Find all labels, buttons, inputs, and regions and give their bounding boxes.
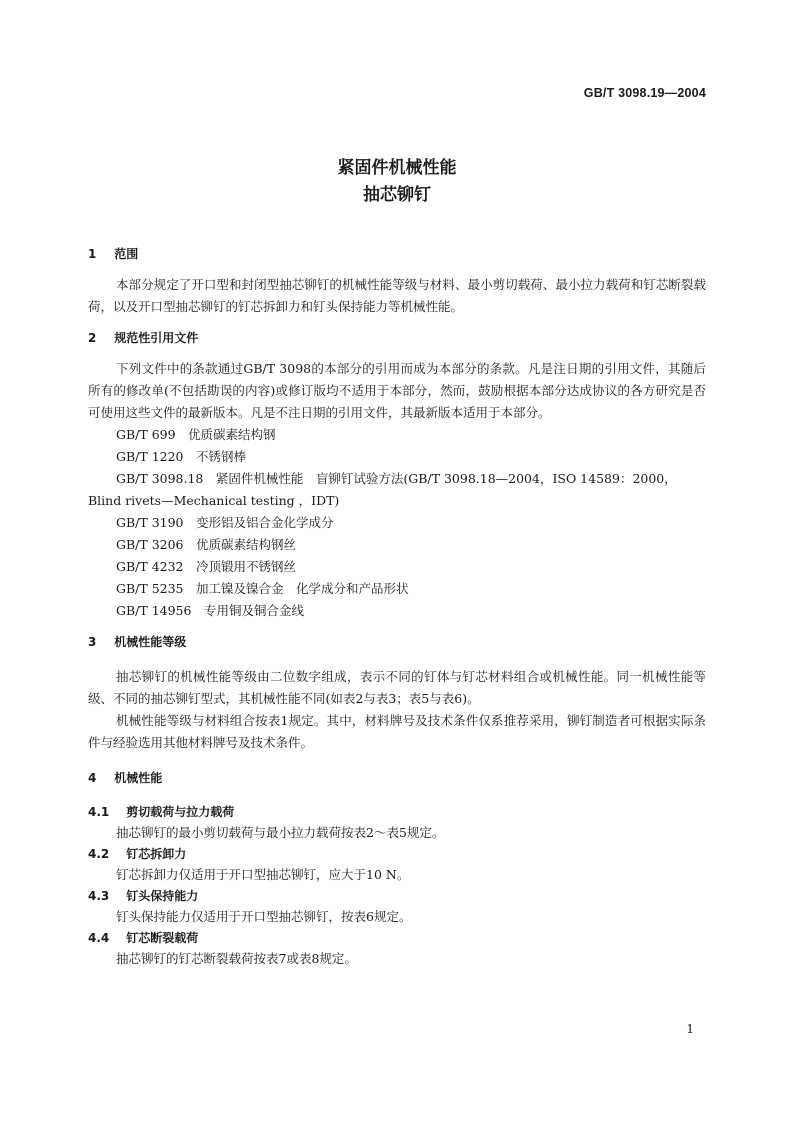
reference-item: GB/T 3206 优质碳素结构钢丝 <box>116 537 297 552</box>
paragraph: 钉芯拆卸力仅适用于开口型抽芯铆钉，应大于10 N。 <box>116 867 410 882</box>
section-title: 机械性能 <box>114 771 163 785</box>
paragraph: 抽芯铆钉的钉芯断裂载荷按表7或表8规定。 <box>116 951 357 966</box>
section-title: 机械性能等级 <box>114 635 187 649</box>
paragraph: 机械性能等级与材料组合按表1规定。其中，材料牌号及技术条件仅系推荐采用，铆钉制造者可根据实际条件与经验选用其他材料牌号及技术条件。 <box>88 713 706 750</box>
section-3-heading <box>88 632 706 652</box>
subsection-number: 4.2 <box>88 847 110 861</box>
standard-code: GB/T 3098.19—2004 <box>583 86 706 100</box>
paragraph: 下列文件中的条款通过GB/T 3098的本部分的引用而成为本部分的条款。凡是注日期的引用文件，其随后所有的修改单(不包括勘误的内容)或修订版均不适用于本部分，然而，鼓励根据本部分达成协议的各方研究是否可使用这些文件的最新版本。凡是不注日期的引用文件，其最新版本适用于本部分。 <box>88 361 706 420</box>
section-number: 2 <box>88 331 97 345</box>
document-title: 紧固件机械性能 <box>337 158 457 178</box>
reference-item: GB/T 4232 冷顶锻用不锈钢丝 <box>116 559 297 574</box>
subsection-4-3-heading <box>88 886 706 906</box>
reference-item: GB/T 14956 专用铜及铜合金线 <box>116 603 304 618</box>
subsection-title: 钉芯拆卸力 <box>126 847 187 861</box>
reference-item: GB/T 1220 不锈钢棒 <box>116 449 247 464</box>
section-1-heading <box>88 244 706 264</box>
reference-item: GB/T 5235 加工镍及镍合金 化学成分和产品形状 <box>116 581 409 596</box>
subsection-number: 4.1 <box>88 805 110 819</box>
paragraph: 本部分规定了开口型和封闭型抽芯铆钉的机械性能等级与材料、最小剪切载荷、最小拉力载荷和钉芯断裂载荷，以及开口型抽芯铆钉的钉芯拆卸力和钉头保持能力等机械性能。 <box>88 277 706 314</box>
reference-item: GB/T 699 优质碳素结构钢 <box>116 427 276 442</box>
subsection-title: 钉头保持能力 <box>126 889 199 903</box>
section-number: 3 <box>88 635 97 649</box>
subsection-4-4-heading <box>88 928 706 948</box>
paragraph: 抽芯铆钉的机械性能等级由二位数字组成，表示不同的钉体与钉芯材料组合或机械性能。同一机械性能等级、不同的抽芯铆钉型式，其机械性能不同(如表2与表3；表5与表6)。 <box>88 669 706 706</box>
subsection-number: 4.4 <box>88 931 110 945</box>
page-number: 1 <box>686 1022 694 1036</box>
subsection-4-2-heading <box>88 844 706 864</box>
subsection-number: 4.3 <box>88 889 110 903</box>
document-body <box>88 244 706 970</box>
section-2-heading <box>88 328 706 348</box>
reference-item: GB/T 3098.18 紧固件机械性能 盲铆钉试验方法(GB/T 3098.18—2004，ISO 14589：2000，Blind rivets—Mechanical testing ，IDT) <box>88 471 677 508</box>
paragraph: 钉头保持能力仅适用于开口型抽芯铆钉，按表6规定。 <box>116 909 412 924</box>
section-number: 4 <box>88 771 97 785</box>
section-number: 1 <box>88 247 97 261</box>
section-title: 规范性引用文件 <box>114 331 199 345</box>
subsection-4-1-heading <box>88 802 706 822</box>
document-subtitle: 抽芯铆钉 <box>363 185 431 205</box>
subsection-title: 钉芯断裂载荷 <box>126 931 199 945</box>
section-4-heading <box>88 768 706 788</box>
reference-item: GB/T 3190 变形铝及铝合金化学成分 <box>116 515 334 530</box>
paragraph: 抽芯铆钉的最小剪切载荷与最小拉力载荷按表2～表5规定。 <box>116 825 445 840</box>
section-title: 范围 <box>114 247 139 261</box>
subsection-title: 剪切载荷与拉力载荷 <box>126 805 235 819</box>
